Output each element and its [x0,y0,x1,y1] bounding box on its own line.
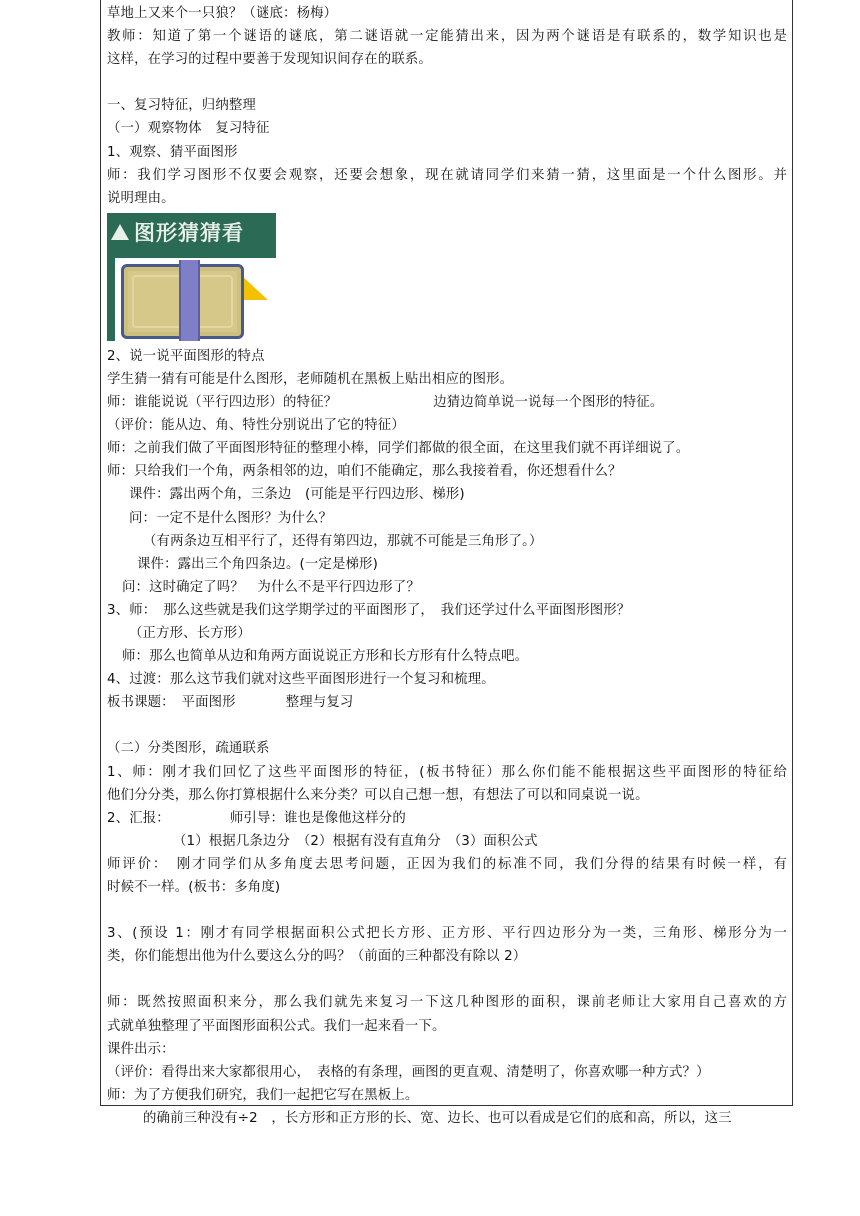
evaluation-features: （评价：能从边、角、特性分别说出了它的特征） [107,418,405,434]
step-guess-shapes: 1、观察、猜平面图形 [107,144,238,160]
evaluation-careful: （评价：看得出来大家都很用心， 表格的有条理，画图的更直观、清楚明了，你喜欢哪一种方式？） [107,1064,710,1080]
teacher-evaluation-cont: 时候不一样。(板书：多角度) [107,880,281,895]
teacher-area-review-cont: 式就单独整理了平面图形面积公式。我们一起来看一下。 [107,1018,446,1034]
teacher-summary-sticks: 师：之前我们做了平面图形特征的整理小棒，同学们都做的很全面，在这里我们就不再详细说了。 [107,441,690,457]
spacer [107,714,787,737]
teacher-area-review: 师：既然按照面积来分，那么我们就先来复习一下这几种图形的面积，课前老师让大家用自己喜欢的方 [107,995,787,1011]
cover-band [179,260,200,341]
teacher-guess-prompt: 师：我们学习图形不仅要会观察，还要会想象，现在就请同学们来猜一猜，这里面是一个什么图形。并 [107,167,787,183]
teacher-classify-prompt: 1、师：刚才我们回忆了这些平面图形的特征，(板书特征）那么你们能不能根据这些平面图形的特征给 [107,764,787,780]
answer-square-rectangle: （正方形、长方形） [129,625,251,641]
question-confirmed: 问：这时确定了吗？ 为什么不是平行四边形了？ [122,579,420,595]
spacer [107,899,787,922]
answer-not-triangle: （有两条边互相平行了，还得有第四边，那就不可能是三角形了。） [143,533,543,549]
preset-area-formula: 3、(预设 1：刚才有同学根据面积公式把长方形、正方形、平行四边形分为一类，三角形、梯形分为一 [107,926,787,942]
figure-title: 图形猜猜看 [111,219,244,245]
teacher-parallelogram-question: 师：谁能说说（平行四边形）的特征？ 边猜边简单说一说每一个图形的特征。 [107,395,664,411]
courseware-three-angles: 课件：露出三个角四条边。(一定是梯形) [137,556,378,572]
question-not-shape: 问：一定不是什么图形？为什么？ [129,510,333,526]
courseware-two-angles: 课件：露出两个角，三条边 (可能是平行四边形、梯形) [129,487,465,503]
riddle-answer-line: 草地上又来个一只狼？（谜底：杨梅） [107,6,338,21]
classification-criteria: （1）根据几条边分 （2）根据有没有直角分 （3）面积公式 [173,833,538,849]
subsection-observe: （一）观察物体 复习特征 [107,121,270,137]
teacher-riddle-explanation-cont: 这样，在学习的过程中要善于发现知识间存在的联系。 [107,52,432,68]
step-describe-features: 2、说一说平面图形的特点 [107,348,265,364]
report-line: 2、汇报： 师引导：谁也是像他这样分的 [107,810,406,826]
teacher-classify-prompt-cont: 他们分分类，那么你打算根据什么来分类？可以自己想一想，有想法了可以和同桌说一说。 [107,787,649,803]
section-heading-review: 一、复习特征，归纳整理 [107,98,256,114]
teacher-guess-prompt-cont: 说明理由。 [107,190,175,206]
step-transition: 4、过渡：那么这节我们就对这些平面图形进行一个复习和梳理。 [107,672,495,688]
formula-observation: 的确前三种没有÷2 ，长方形和正方形的长、宽、边长、也可以看成是它们的底和高，所以，这三 [143,1110,732,1126]
shape-guess-image [107,213,276,341]
student-guess-line: 学生猜一猜有可能是什么图形，老师随机在黑板上贴出相应的图形。 [107,371,514,387]
step-other-shapes: 3、师： 那么这些就是我们这学期学过的平面图形了， 我们还学过什么平面图形图形？ [107,602,631,618]
spacer [107,71,787,94]
teacher-riddle-explanation: 教师：知道了第一个谜语的谜底，第二谜语就一定能猜出来，因为两个谜语是有联系的，数学知识也是 [107,29,787,45]
subsection-classify: （二）分类图形，疏通联系 [107,741,270,757]
triangle-icon [111,224,129,240]
courseware-show: 课件出示： [107,1041,175,1057]
teacher-one-angle: 师：只给我们一个角，两条相邻的边，咱们不能确定，那么我接着看，你还想看什么？ [107,464,622,480]
spacer [107,968,787,991]
preset-area-formula-cont: 类，你们能想出他为什么要这么分的吗？（前面的三种都没有除以 2） [107,949,527,965]
teacher-square-rectangle: 师：那么也简单从边和角两方面说说正方形和长方形有什么特点吧。 [122,649,529,665]
lesson-plan-content [107,2,787,1130]
teacher-write-board: 师：为了方便我们研究，我们一起把它写在黑板上。 [107,1087,419,1103]
teacher-evaluation: 师评价： 刚才同学们从多角度去思考问题，正因为我们的标准不同，我们分得的结果有时候一样，有 [107,856,787,872]
board-title-line: 板书课题： 平面图形 整理与复习 [107,695,354,711]
